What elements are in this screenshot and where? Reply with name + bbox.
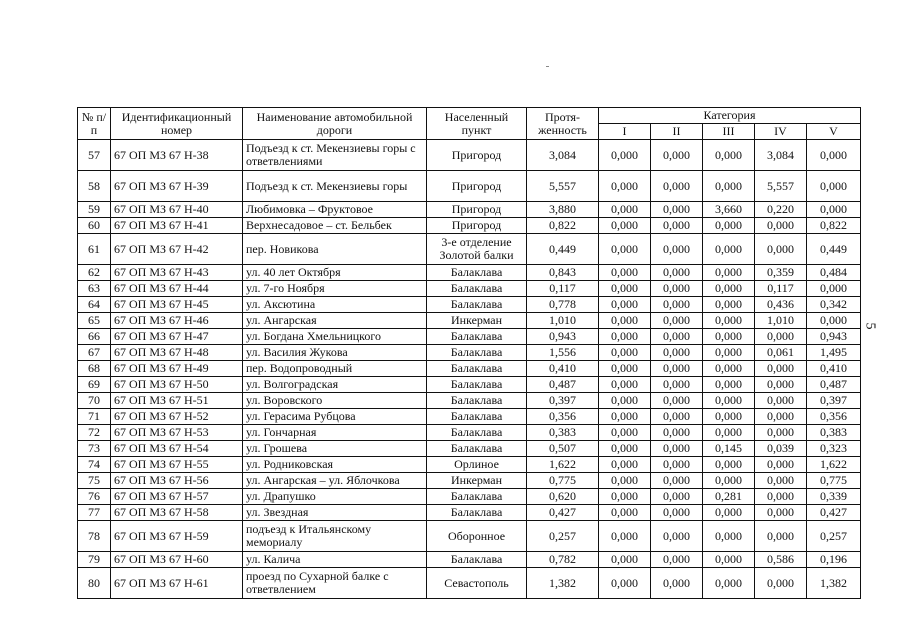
category-4-length: 0,039 xyxy=(755,441,807,457)
row-number: 76 xyxy=(78,489,111,505)
category-2-length: 0,000 xyxy=(651,218,703,234)
road-name: ул. Воровского xyxy=(243,393,427,409)
road-length: 0,775 xyxy=(527,473,599,489)
row-number: 66 xyxy=(78,329,111,345)
category-4-length: 0,000 xyxy=(755,218,807,234)
category-4-length: 0,000 xyxy=(755,329,807,345)
header-length: Протя- женность xyxy=(527,108,599,140)
settlement: Балаклава xyxy=(427,361,527,377)
road-id: 67 ОП МЗ 67 Н-50 xyxy=(111,377,243,393)
row-number: 61 xyxy=(78,234,111,265)
road-id: 67 ОП МЗ 67 Н-55 xyxy=(111,457,243,473)
category-2-length: 0,000 xyxy=(651,281,703,297)
category-5-length: 0,196 xyxy=(807,552,861,568)
road-id: 67 ОП МЗ 67 Н-48 xyxy=(111,345,243,361)
category-2-length: 0,000 xyxy=(651,441,703,457)
row-number: 80 xyxy=(78,568,111,599)
road-name: ул. Ангарская xyxy=(243,313,427,329)
header-id: Идентификационный номер xyxy=(111,108,243,140)
category-2-length: 0,000 xyxy=(651,345,703,361)
category-3-length: 0,281 xyxy=(703,489,755,505)
row-number: 75 xyxy=(78,473,111,489)
category-4-length: 0,000 xyxy=(755,425,807,441)
header-road-name: Наименование автомобильной дороги xyxy=(243,108,427,140)
road-name: ул. Калича xyxy=(243,552,427,568)
category-1-length: 0,000 xyxy=(599,218,651,234)
category-3-length: 0,000 xyxy=(703,521,755,552)
category-3-length: 0,000 xyxy=(703,505,755,521)
road-id: 67 ОП МЗ 67 Н-49 xyxy=(111,361,243,377)
category-4-length: 0,000 xyxy=(755,473,807,489)
category-3-length: 0,145 xyxy=(703,441,755,457)
category-2-length: 0,000 xyxy=(651,171,703,202)
road-id: 67 ОП МЗ 67 Н-59 xyxy=(111,521,243,552)
category-1-length: 0,000 xyxy=(599,441,651,457)
table-row xyxy=(78,377,861,393)
category-2-length: 0,000 xyxy=(651,505,703,521)
category-5-length: 0,775 xyxy=(807,473,861,489)
category-2-length: 0,000 xyxy=(651,313,703,329)
road-length: 0,487 xyxy=(527,377,599,393)
table-row xyxy=(78,457,861,473)
road-length: 0,397 xyxy=(527,393,599,409)
road-length: 0,449 xyxy=(527,234,599,265)
table-row xyxy=(78,218,861,234)
category-2-length: 0,000 xyxy=(651,361,703,377)
road-name: ул. 40 лет Октября xyxy=(243,265,427,281)
category-3-length: 0,000 xyxy=(703,425,755,441)
category-2-length: 0,000 xyxy=(651,140,703,171)
category-3-length: 3,660 xyxy=(703,202,755,218)
road-name: Подъезд к ст. Мекензиевы горы xyxy=(243,171,427,202)
road-name: ул. 7-го Ноября xyxy=(243,281,427,297)
road-name: ул. Гончарная xyxy=(243,425,427,441)
header-settlement: Населенный пункт xyxy=(427,108,527,140)
row-number: 77 xyxy=(78,505,111,521)
category-3-length: 0,000 xyxy=(703,361,755,377)
road-id: 67 ОП МЗ 67 Н-41 xyxy=(111,218,243,234)
road-length: 0,117 xyxy=(527,281,599,297)
category-2-length: 0,000 xyxy=(651,457,703,473)
road-length: 1,382 xyxy=(527,568,599,599)
road-name: подъезд к Итальянскому мемориалу xyxy=(243,521,427,552)
road-length: 0,943 xyxy=(527,329,599,345)
table-row xyxy=(78,313,861,329)
category-1-length: 0,000 xyxy=(599,377,651,393)
category-1-length: 0,000 xyxy=(599,361,651,377)
category-5-length: 0,323 xyxy=(807,441,861,457)
row-number: 68 xyxy=(78,361,111,377)
table-row xyxy=(78,361,861,377)
settlement: Балаклава xyxy=(427,489,527,505)
road-length: 1,622 xyxy=(527,457,599,473)
category-1-length: 0,000 xyxy=(599,171,651,202)
road-id: 67 ОП МЗ 67 Н-52 xyxy=(111,409,243,425)
table-row xyxy=(78,297,861,313)
category-5-length: 0,000 xyxy=(807,171,861,202)
settlement: Пригород xyxy=(427,171,527,202)
category-1-length: 0,000 xyxy=(599,409,651,425)
category-3-length: 0,000 xyxy=(703,313,755,329)
table-row xyxy=(78,473,861,489)
settlement: Балаклава xyxy=(427,505,527,521)
category-1-length: 0,000 xyxy=(599,457,651,473)
category-2-length: 0,000 xyxy=(651,425,703,441)
table-row xyxy=(78,202,861,218)
category-4-length: 0,000 xyxy=(755,377,807,393)
table-row xyxy=(78,234,861,265)
category-3-length: 0,000 xyxy=(703,552,755,568)
table-row xyxy=(78,425,861,441)
category-2-length: 0,000 xyxy=(651,489,703,505)
category-5-length: 1,382 xyxy=(807,568,861,599)
category-3-length: 0,000 xyxy=(703,457,755,473)
row-number: 74 xyxy=(78,457,111,473)
road-id: 67 ОП МЗ 67 Н-44 xyxy=(111,281,243,297)
road-name: ул. Василия Жукова xyxy=(243,345,427,361)
road-name: проезд по Сухарной балке с ответвлением xyxy=(243,568,427,599)
category-1-length: 0,000 xyxy=(599,568,651,599)
road-length: 1,010 xyxy=(527,313,599,329)
table-row xyxy=(78,568,861,599)
road-name: Верхнесадовое – ст. Бельбек xyxy=(243,218,427,234)
road-name: ул. Волгоградская xyxy=(243,377,427,393)
category-5-length: 0,000 xyxy=(807,313,861,329)
category-4-length: 0,000 xyxy=(755,457,807,473)
row-number: 58 xyxy=(78,171,111,202)
category-1-length: 0,000 xyxy=(599,265,651,281)
road-name: ул. Грошева xyxy=(243,441,427,457)
category-3-length: 0,000 xyxy=(703,377,755,393)
category-4-length: 0,000 xyxy=(755,568,807,599)
category-1-length: 0,000 xyxy=(599,489,651,505)
road-id: 67 ОП МЗ 67 Н-45 xyxy=(111,297,243,313)
category-1-length: 0,000 xyxy=(599,329,651,345)
category-2-length: 0,000 xyxy=(651,329,703,345)
settlement: Инкерман xyxy=(427,313,527,329)
table-row xyxy=(78,393,861,409)
table-row xyxy=(78,265,861,281)
table-row xyxy=(78,345,861,361)
settlement: Балаклава xyxy=(427,425,527,441)
category-5-length: 0,000 xyxy=(807,281,861,297)
row-number: 71 xyxy=(78,409,111,425)
category-3-length: 0,000 xyxy=(703,568,755,599)
road-id: 67 ОП МЗ 67 Н-57 xyxy=(111,489,243,505)
category-2-length: 0,000 xyxy=(651,393,703,409)
row-number: 70 xyxy=(78,393,111,409)
road-length: 5,557 xyxy=(527,171,599,202)
row-number: 65 xyxy=(78,313,111,329)
road-name: ул. Родниковская xyxy=(243,457,427,473)
row-number: 63 xyxy=(78,281,111,297)
category-1-length: 0,000 xyxy=(599,297,651,313)
header-cat-4: IV xyxy=(755,124,807,140)
category-4-length: 0,359 xyxy=(755,265,807,281)
category-2-length: 0,000 xyxy=(651,521,703,552)
road-name: пер. Водопроводный xyxy=(243,361,427,377)
category-5-length: 0,397 xyxy=(807,393,861,409)
row-number: 64 xyxy=(78,297,111,313)
category-3-length: 0,000 xyxy=(703,297,755,313)
category-1-length: 0,000 xyxy=(599,202,651,218)
category-5-length: 0,383 xyxy=(807,425,861,441)
category-2-length: 0,000 xyxy=(651,297,703,313)
road-length: 0,356 xyxy=(527,409,599,425)
road-id: 67 ОП МЗ 67 Н-42 xyxy=(111,234,243,265)
row-number: 72 xyxy=(78,425,111,441)
row-number: 69 xyxy=(78,377,111,393)
header-cat-1: I xyxy=(599,124,651,140)
category-2-length: 0,000 xyxy=(651,377,703,393)
category-3-length: 0,000 xyxy=(703,393,755,409)
road-length: 0,778 xyxy=(527,297,599,313)
table-row xyxy=(78,521,861,552)
road-name: Любимовка – Фруктовое xyxy=(243,202,427,218)
road-id: 67 ОП МЗ 67 Н-47 xyxy=(111,329,243,345)
category-4-length: 0,436 xyxy=(755,297,807,313)
table-row xyxy=(78,441,861,457)
category-3-length: 0,000 xyxy=(703,329,755,345)
table-row xyxy=(78,329,861,345)
category-3-length: 0,000 xyxy=(703,345,755,361)
table-body xyxy=(78,140,861,599)
table-row xyxy=(78,489,861,505)
category-4-length: 0,061 xyxy=(755,345,807,361)
category-1-length: 0,000 xyxy=(599,234,651,265)
category-4-length: 3,084 xyxy=(755,140,807,171)
table-row xyxy=(78,171,861,202)
category-1-length: 0,000 xyxy=(599,425,651,441)
settlement: Балаклава xyxy=(427,409,527,425)
category-1-length: 0,000 xyxy=(599,505,651,521)
road-length: 0,782 xyxy=(527,552,599,568)
category-5-length: 0,487 xyxy=(807,377,861,393)
category-5-length: 0,427 xyxy=(807,505,861,521)
settlement: Балаклава xyxy=(427,297,527,313)
row-number: 73 xyxy=(78,441,111,457)
table-row xyxy=(78,140,861,171)
category-5-length: 0,943 xyxy=(807,329,861,345)
header-num: № п/п xyxy=(78,108,111,140)
category-1-length: 0,000 xyxy=(599,140,651,171)
row-number: 78 xyxy=(78,521,111,552)
road-length: 0,843 xyxy=(527,265,599,281)
category-1-length: 0,000 xyxy=(599,521,651,552)
settlement: Балаклава xyxy=(427,329,527,345)
category-3-length: 0,000 xyxy=(703,265,755,281)
road-name: ул. Богдана Хмельницкого xyxy=(243,329,427,345)
road-name: ул. Аксютина xyxy=(243,297,427,313)
settlement: Балаклава xyxy=(427,345,527,361)
road-id: 67 ОП МЗ 67 Н-43 xyxy=(111,265,243,281)
category-1-length: 0,000 xyxy=(599,313,651,329)
category-5-length: 0,000 xyxy=(807,202,861,218)
road-length: 0,507 xyxy=(527,441,599,457)
category-5-length: 0,449 xyxy=(807,234,861,265)
category-2-length: 0,000 xyxy=(651,409,703,425)
category-3-length: 0,000 xyxy=(703,218,755,234)
category-5-length: 0,822 xyxy=(807,218,861,234)
category-5-length: 1,622 xyxy=(807,457,861,473)
category-5-length: 0,000 xyxy=(807,140,861,171)
header-cat-3: III xyxy=(703,124,755,140)
settlement: Пригород xyxy=(427,202,527,218)
category-3-length: 0,000 xyxy=(703,473,755,489)
road-name: ул. Звездная xyxy=(243,505,427,521)
scan-speck xyxy=(546,66,549,67)
table-row xyxy=(78,281,861,297)
category-5-length: 0,356 xyxy=(807,409,861,425)
road-length: 0,410 xyxy=(527,361,599,377)
road-length: 0,257 xyxy=(527,521,599,552)
road-name: ул. Ангарская – ул. Яблочкова xyxy=(243,473,427,489)
category-4-length: 0,000 xyxy=(755,505,807,521)
road-id: 67 ОП МЗ 67 Н-51 xyxy=(111,393,243,409)
category-5-length: 0,257 xyxy=(807,521,861,552)
settlement: Пригород xyxy=(427,140,527,171)
row-number: 60 xyxy=(78,218,111,234)
settlement: Балаклава xyxy=(427,377,527,393)
category-5-length: 0,484 xyxy=(807,265,861,281)
category-3-length: 0,000 xyxy=(703,234,755,265)
header-cat-5: V xyxy=(807,124,861,140)
road-id: 67 ОП МЗ 67 Н-46 xyxy=(111,313,243,329)
settlement: Инкерман xyxy=(427,473,527,489)
category-1-length: 0,000 xyxy=(599,281,651,297)
category-2-length: 0,000 xyxy=(651,568,703,599)
road-name: Подъезд к ст. Мекензиевы горы с ответвлениями xyxy=(243,140,427,171)
road-name: ул. Герасима Рубцова xyxy=(243,409,427,425)
row-number: 57 xyxy=(78,140,111,171)
category-4-length: 1,010 xyxy=(755,313,807,329)
row-number: 59 xyxy=(78,202,111,218)
road-id: 67 ОП МЗ 67 Н-39 xyxy=(111,171,243,202)
category-1-length: 0,000 xyxy=(599,393,651,409)
row-number: 79 xyxy=(78,552,111,568)
category-1-length: 0,000 xyxy=(599,473,651,489)
road-id: 67 ОП МЗ 67 Н-54 xyxy=(111,441,243,457)
settlement: 3-е отделение Золотой балки xyxy=(427,234,527,265)
road-length: 3,084 xyxy=(527,140,599,171)
road-length: 3,880 xyxy=(527,202,599,218)
category-1-length: 0,000 xyxy=(599,552,651,568)
road-name: пер. Новикова xyxy=(243,234,427,265)
category-4-length: 0,220 xyxy=(755,202,807,218)
settlement: Балаклава xyxy=(427,265,527,281)
category-1-length: 0,000 xyxy=(599,345,651,361)
header-cat-2: II xyxy=(651,124,703,140)
settlement: Оборонное xyxy=(427,521,527,552)
category-4-length: 0,000 xyxy=(755,521,807,552)
table-row xyxy=(78,552,861,568)
header-category: Категория xyxy=(599,108,861,124)
road-id: 67 ОП МЗ 67 Н-58 xyxy=(111,505,243,521)
category-4-length: 0,000 xyxy=(755,361,807,377)
category-5-length: 0,410 xyxy=(807,361,861,377)
category-4-length: 0,586 xyxy=(755,552,807,568)
road-length: 0,620 xyxy=(527,489,599,505)
category-5-length: 0,339 xyxy=(807,489,861,505)
road-id: 67 ОП МЗ 67 Н-40 xyxy=(111,202,243,218)
settlement: Балаклава xyxy=(427,393,527,409)
settlement: Балаклава xyxy=(427,552,527,568)
category-2-length: 0,000 xyxy=(651,234,703,265)
road-id: 67 ОП МЗ 67 Н-60 xyxy=(111,552,243,568)
settlement: Севастополь xyxy=(427,568,527,599)
category-4-length: 0,000 xyxy=(755,489,807,505)
settlement: Балаклава xyxy=(427,441,527,457)
roads-table xyxy=(77,107,861,599)
category-2-length: 0,000 xyxy=(651,473,703,489)
category-4-length: 0,117 xyxy=(755,281,807,297)
category-2-length: 0,000 xyxy=(651,552,703,568)
category-4-length: 0,000 xyxy=(755,393,807,409)
category-5-length: 0,342 xyxy=(807,297,861,313)
category-3-length: 0,000 xyxy=(703,140,755,171)
category-2-length: 0,000 xyxy=(651,202,703,218)
road-length: 0,427 xyxy=(527,505,599,521)
category-3-length: 0,000 xyxy=(703,281,755,297)
category-4-length: 0,000 xyxy=(755,409,807,425)
road-id: 67 ОП МЗ 67 Н-56 xyxy=(111,473,243,489)
row-number: 67 xyxy=(78,345,111,361)
road-id: 67 ОП МЗ 67 Н-38 xyxy=(111,140,243,171)
category-4-length: 0,000 xyxy=(755,234,807,265)
category-5-length: 1,495 xyxy=(807,345,861,361)
road-id: 67 ОП МЗ 67 Н-61 xyxy=(111,568,243,599)
road-name: ул. Драпушко xyxy=(243,489,427,505)
table-row xyxy=(78,409,861,425)
settlement: Пригород xyxy=(427,218,527,234)
row-number: 62 xyxy=(78,265,111,281)
road-length: 1,556 xyxy=(527,345,599,361)
category-2-length: 0,000 xyxy=(651,265,703,281)
table-row xyxy=(78,505,861,521)
settlement: Балаклава xyxy=(427,281,527,297)
category-4-length: 5,557 xyxy=(755,171,807,202)
category-3-length: 0,000 xyxy=(703,171,755,202)
page-number: 5 xyxy=(862,322,878,330)
road-length: 0,822 xyxy=(527,218,599,234)
road-length: 0,383 xyxy=(527,425,599,441)
category-3-length: 0,000 xyxy=(703,409,755,425)
settlement: Орлиное xyxy=(427,457,527,473)
road-id: 67 ОП МЗ 67 Н-53 xyxy=(111,425,243,441)
